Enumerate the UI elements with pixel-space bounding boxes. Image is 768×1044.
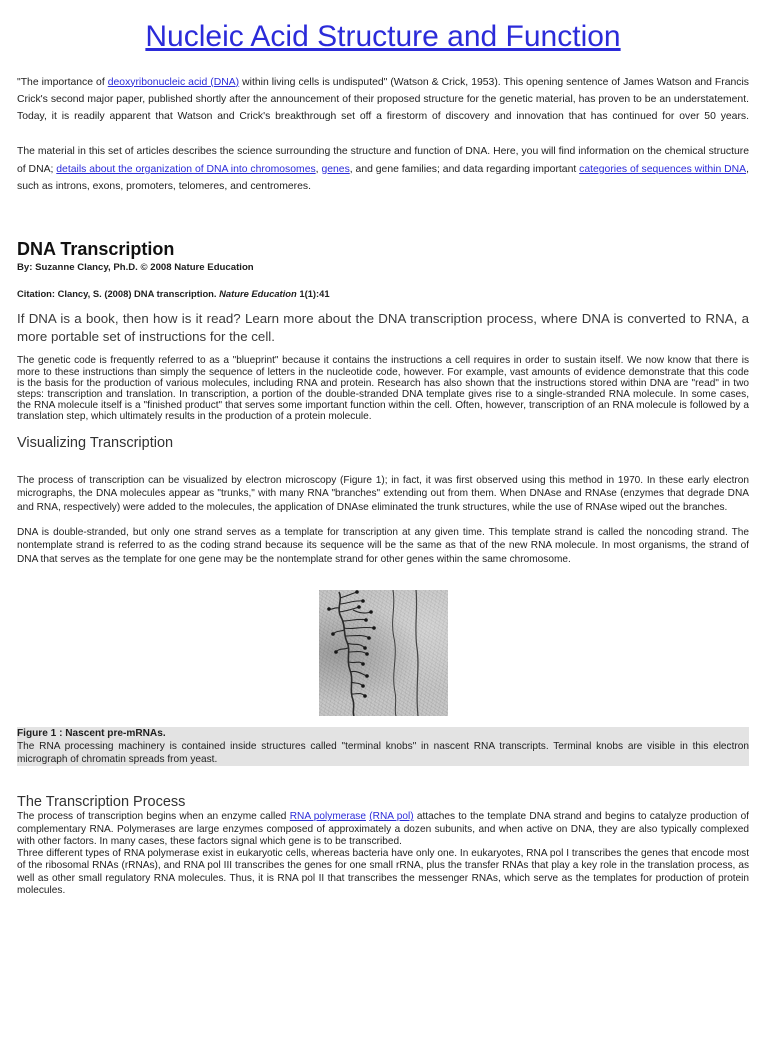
visualizing-paragraph-2: DNA is double-stranded, but only one strand serves as a template for transcription at any given time. This template strand is called the noncoding strand. The nontemplate strand is referred to as the coding strand because its sequence will be the same as that of the new RNA molecule. In most organisms, the strand of DNA that serves as the template for one gene may be the nontemplate strand for other genes within the same chromosome. xyxy=(17,527,749,565)
section-heading-visualizing: Visualizing Transcription xyxy=(17,434,174,451)
citation-suffix: 1(1):41 xyxy=(296,287,330,299)
sequences-link[interactable]: categories of sequences within DNA xyxy=(579,163,747,175)
article-byline: By: Suzanne Clancy, Ph.D. © 2008 Nature Education xyxy=(17,261,254,273)
figure-caption-label: Figure 1 : Nascent pre-mRNAs. xyxy=(17,727,166,739)
genes-link[interactable]: genes xyxy=(321,163,350,175)
chromosomes-link[interactable]: details about the organization of DNA into chromosomes xyxy=(56,163,316,175)
figure-caption xyxy=(17,727,749,766)
dna-link[interactable]: deoxyribonucleic acid (DNA) xyxy=(107,76,240,88)
process-paragraph-1 xyxy=(17,811,749,848)
intro-text: , such as introns, exons, promoters, telomeres, and centromeres. xyxy=(17,163,749,193)
figure-caption-text: The RNA processing machinery is contained inside structures called "terminal knobs" in nascent RNA transcripts. Terminal knobs are visible in this electron micrograph of chromatin spreads from yeast. xyxy=(17,740,749,765)
electron-micrograph-image xyxy=(319,590,448,716)
intro-text: The material in this set of articles describes the science surrounding the structure and function of DNA. Here, you will find information on the chemical structure of DNA; xyxy=(17,146,749,175)
citation-journal: Nature Education xyxy=(219,287,297,299)
article-heading: DNA Transcription xyxy=(17,239,175,260)
rna-polymerase-link[interactable]: RNA polymerase xyxy=(289,811,366,823)
document-page xyxy=(0,20,768,897)
intro-paragraph-1 xyxy=(17,74,749,126)
process-text: The process of transcription begins when an enzyme called xyxy=(17,811,290,823)
intro-text: , xyxy=(315,163,322,175)
visualizing-paragraph-1: The process of transcription can be visualized by electron microscopy (Figure 1); in fact, it was first observed using this method in 1970. In these early electron micrographs, the DNA molecules appear as "trunks," with many RNA "branches" extending out from them. When DNAse and RNAse (enzymes that degrade DNA and RNA, respectively) were added to the molecules, the application of DNAse eliminated the trunk structures, while the use of RNAse wiped out the branches. xyxy=(17,474,749,513)
intro-paragraph-2 xyxy=(17,143,749,195)
process-text: attaches to the template DNA strand and begins to catalyze production of complementary RNA. Polymerases are large enzymes composed of approximately a dozen subunits, and when active on DNA, they are also typically complexed with other factors. In many cases, these factors signal which gene is to be transcribed. xyxy=(17,811,749,847)
process-paragraph-2: Three different types of RNA polymerase exist in eukaryotic cells, whereas bacteria have only one. In eukaryotes, RNA pol I transcribes the genes that encode most of the ribosomal RNAs (rRNAs), and RNA pol III transcribes the genes for one small rRNA, plus the transfer RNAs that play a key role in the translation process, as well as other small regulatory RNA molecules. Thus, it is RNA pol II that transcribes the messenger RNAs, which serve as the templates for production of protein molecules. xyxy=(17,848,749,897)
chromatin-strand-right xyxy=(415,590,417,716)
intro-text: "The importance of xyxy=(17,76,108,88)
article-lead: If DNA is a book, then how is it read? Learn more about the DNA transcription process, where DNA is converted to RNA, a more portable set of instructions for the cell. xyxy=(17,310,749,344)
intro-text: within living cells is undisputed" (Watson & Crick, 1953). This opening sentence of James Watson and Francis Crick's second major paper, published shortly after the announcement of their proposed structure for the genetic material, has proven to be an understatement. Today, it is readily apparent that Watson and Crick's breakthrough set off a firestorm of discovery and innovation that has continued for over 50 years. xyxy=(17,76,749,123)
article-intro-paragraph: The genetic code is frequently referred to as a "blueprint" because it contains the instructions a cell requires in order to sustain itself. We now know that there is more to these instructions than simply the sequence of letters in the nucleotide code, however. For example, vast amounts of evidence demonstrate that this code is the basis for the production of various molecules, including RNA and protein. Research has also shown that the instructions stored within DNA are "read" in two steps: transcription and translation. In transcription, a portion of the double-stranded DNA template gives rise to a single-stranded RNA molecule. In some cases, the RNA molecule itself is a "finished product" that serves some important function within the cell. Often, however, transcription of an RNA molecule is followed by a translation step, which ultimately results in the production of a protein molecule. xyxy=(17,355,749,423)
article-citation xyxy=(17,288,749,300)
intro-text: , and gene families; and data regarding important xyxy=(349,163,580,175)
document-title xyxy=(17,20,749,54)
micrograph-drawing xyxy=(319,590,448,716)
document-title-link[interactable]: Nucleic Acid Structure and Function xyxy=(145,20,621,53)
chromatin-strand-left xyxy=(392,590,395,716)
section-heading-process: The Transcription Process xyxy=(17,794,186,811)
rna-pol-link[interactable]: (RNA pol) xyxy=(369,811,414,823)
citation-prefix: Citation: Clancy, S. (2008) DNA transcription. xyxy=(17,287,220,299)
